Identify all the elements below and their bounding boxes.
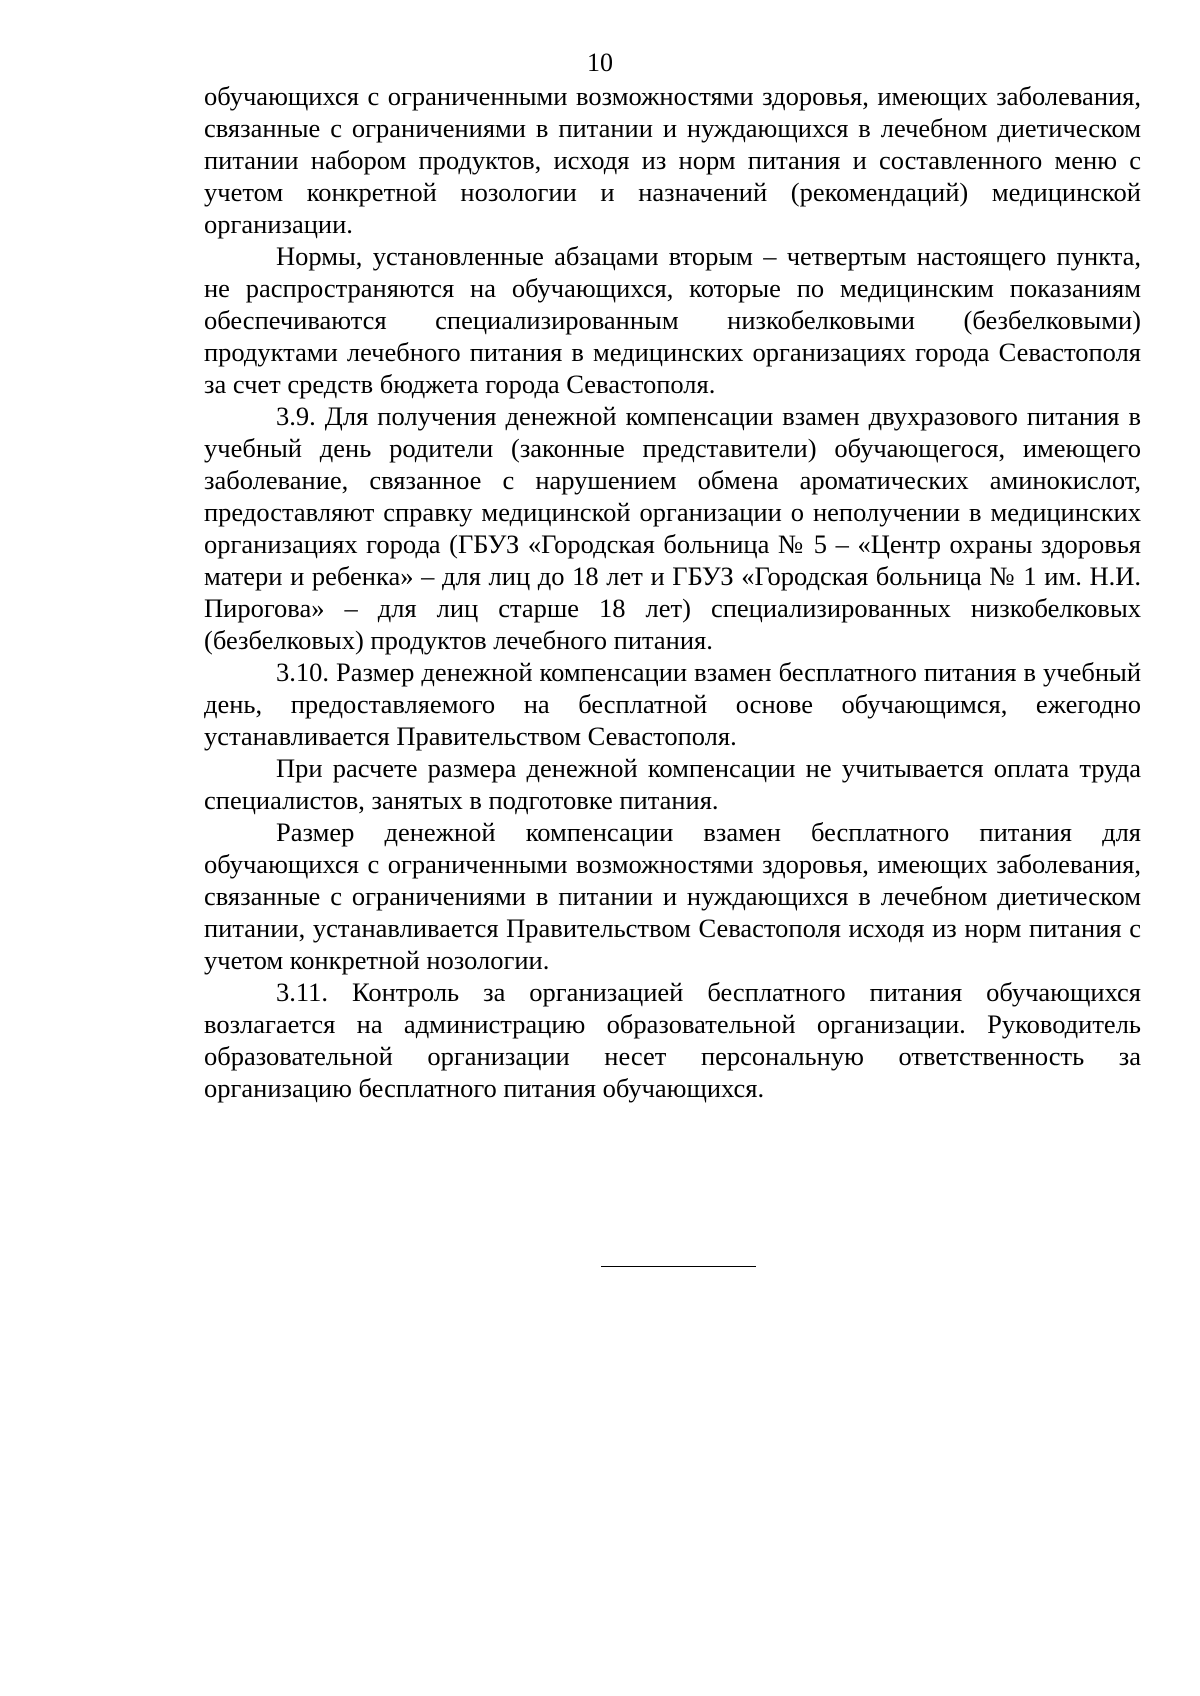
paragraph-compensation-size: Размер денежной компенсации взамен бесплатного питания для обучающихся с ограниченными возможностями здоровья, имеющих заболевания, связанные с ограничениями в питании и нуждающихся в лечебном диетическом питании, устанавливается Правительством Севастополя исходя из норм питания с учетом конкретной нозологии. xyxy=(204,817,1141,975)
paragraph-3-9: 3.9. Для получения денежной компенсации взамен двухразового питания в учебный день родители (законные представители) обучающегося, имеющего заболевание, связанное с нарушением обмена ароматических аминокислот, предоставляют справку медицинской организации о неполучении в медицинских организациях города (ГБУЗ «Городская больница № 5 – «Центр охраны здоровья матери и ребенка» – для лиц до 18 лет и ГБУЗ «Городская больница № 1 им. Н.И. Пирогова» – для лиц старше 18 лет) специализированных низкобелковых (безбелковых) продуктов лечебного питания. xyxy=(204,401,1141,655)
paragraph-compensation-calculation: При расчете размера денежной компенсации не учитывается оплата труда специалистов, занятых в подготовке питания. xyxy=(204,753,1141,815)
page-number: 10 xyxy=(587,48,613,77)
paragraph-norms-exception: Нормы, установленные абзацами вторым – четвертым настоящего пункта, не распространяются на обучающихся, которые по медицинским показаниям обеспечиваются специализированным низкобелковыми (безбелковыми) продуктами лечебного питания в медицинских организациях города Севастополя за счет средств бюджета города Севастополя. xyxy=(204,241,1141,399)
paragraph-continuation: обучающихся с ограниченными возможностями здоровья, имеющих заболевания, связанные с ограничениями в питании и нуждающихся в лечебном диетическом питании набором продуктов, исходя из норм питания и составленного меню с учетом конкретной нозологии и назначений (рекомендаций) медицинской организации. xyxy=(204,81,1141,239)
document-body xyxy=(204,80,1141,1104)
paragraph-3-10: 3.10. Размер денежной компенсации взамен бесплатного питания в учебный день, предоставляемого на бесплатной основе обучающимся, ежегодно устанавливается Правительством Севастополя. xyxy=(204,657,1141,751)
paragraph-3-11: 3.11. Контроль за организацией бесплатного питания обучающихся возлагается на администрацию образовательной организации. Руководитель образовательной организации несет персональную ответственность за организацию бесплатного питания обучающихся. xyxy=(204,977,1141,1103)
end-of-text-divider xyxy=(601,1266,756,1267)
